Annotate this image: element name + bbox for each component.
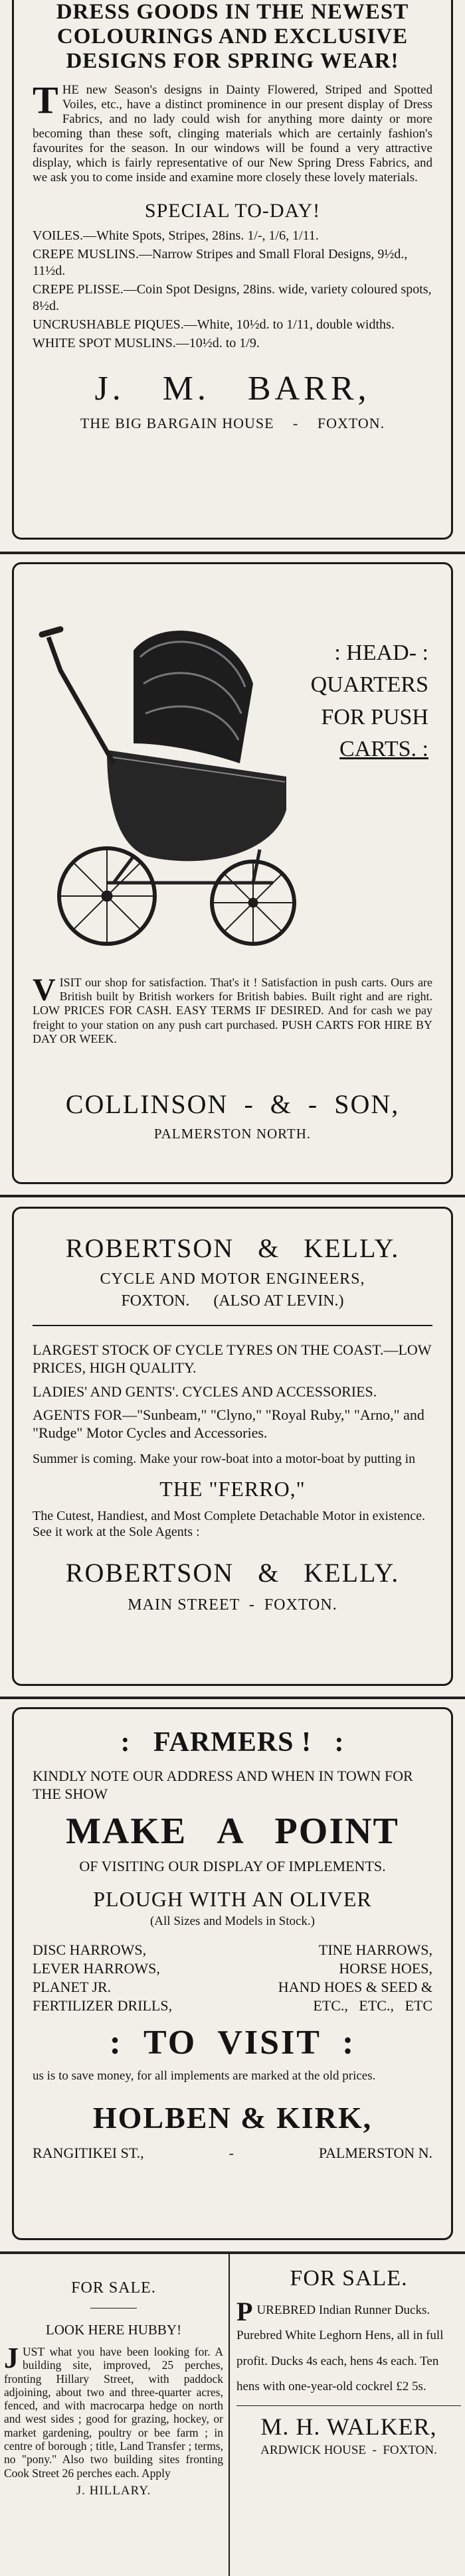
implement-table bbox=[33, 1941, 432, 2016]
headline-line: COLOURINGS AND EXCLUSIVE bbox=[56, 24, 409, 48]
dash: - bbox=[229, 2145, 234, 2162]
advert-collinson bbox=[12, 562, 453, 1184]
rk-branch: (ALSO AT LEVIN.) bbox=[213, 1292, 344, 1310]
implement-left: PLANET JR. bbox=[33, 1978, 112, 1995]
column-rule bbox=[229, 2254, 230, 2576]
section-divider bbox=[0, 1195, 465, 1197]
rk-town: FOXTON. bbox=[121, 1292, 190, 1310]
divider-rule bbox=[33, 1325, 432, 1326]
barr-town: FOXTON. bbox=[317, 414, 385, 431]
plough-line: PLOUGH WITH AN OLIVER bbox=[93, 1886, 372, 1911]
plough-sub: (All Sizes and Models in Stock.) bbox=[149, 1914, 316, 1928]
divider-rule bbox=[236, 2405, 461, 2406]
pushcart-body bbox=[33, 972, 432, 1046]
dash: - bbox=[293, 414, 299, 431]
barr-firm-sub bbox=[33, 415, 432, 432]
farmers-note: KINDLY NOTE OUR ADDRESS AND WHEN IN TOWN FOR THE SHOW bbox=[33, 1768, 413, 1802]
pushcart-heading bbox=[302, 637, 428, 765]
make-a-point: MAKE A POINT bbox=[66, 1810, 399, 1852]
rk-locations bbox=[33, 1292, 432, 1310]
collinson-town: PALMERSTON NORTH. bbox=[153, 1126, 312, 1142]
heading-line: : HEAD- : bbox=[334, 641, 428, 665]
hillary-heading: FOR SALE. bbox=[71, 2279, 156, 2297]
barr-item: UNCRUSHABLE PIQUES.—White, 10½d. to 1/11, double widths. bbox=[33, 317, 395, 333]
implement-row bbox=[33, 1978, 432, 1997]
advert-walker bbox=[236, 2262, 461, 2574]
hillary-body bbox=[4, 2342, 223, 2480]
special-heading: SPECIAL TO-DAY! bbox=[144, 200, 321, 222]
pushcart-text: ISIT our shop for satisfaction. That's it ! Satisfaction in push carts. Ours are British built by British workers for British babies. Built right and are right. LOW PRICES FOR CASH. EASY TERMS IF DESIRED. And for cash we pay freight to your station on any push cart purchased. PUSH CARTS FOR HIRE BY DAY OR WEEK. bbox=[33, 976, 432, 1045]
pram-illustration bbox=[34, 591, 313, 962]
drop-cap: J bbox=[4, 2342, 19, 2374]
implement-right: HORSE HOES, bbox=[339, 1959, 432, 1977]
barr-intro bbox=[33, 78, 432, 185]
implement-right: TINE HARROWS, bbox=[318, 1941, 432, 1958]
section-divider bbox=[0, 1697, 465, 1699]
rk-firm-bottom: ROBERTSON & KELLY. bbox=[65, 1558, 400, 1588]
collinson-firm: COLLINSON - & - SON, bbox=[65, 1089, 400, 1119]
rk-lines bbox=[33, 1341, 432, 1468]
hk-street: RANGITIKEI ST., bbox=[33, 2145, 144, 2162]
hk-address bbox=[33, 2145, 432, 2162]
implement-row bbox=[33, 1959, 432, 1978]
headline-line: DESIGNS FOR SPRING WEAR! bbox=[66, 48, 399, 73]
farmers-title: : FARMERS ! : bbox=[120, 1727, 345, 1758]
drop-cap: T bbox=[33, 78, 58, 121]
rk-line: AGENTS FOR—"Sunbeam," "Clyno," "Royal Ruby," "Arno," and "Rudge" Motor Cycles and Accessories. bbox=[33, 1406, 424, 1442]
implement-left: DISC HARROWS, bbox=[33, 1941, 147, 1958]
divider-rule bbox=[90, 2308, 137, 2309]
barr-house: THE BIG BARGAIN HOUSE bbox=[80, 414, 274, 431]
to-visit: : TO VISIT : bbox=[109, 2024, 356, 2062]
rk-firm-top: ROBERTSON & KELLY. bbox=[65, 1233, 400, 1263]
advert-barr bbox=[12, 0, 453, 540]
implement-right: ETC., ETC., ETC bbox=[313, 1997, 432, 2014]
barr-item-list bbox=[33, 228, 432, 352]
barr-firm-name: J. M. BARR, bbox=[94, 369, 371, 408]
save-money: us is to save money, for all implements are marked at the old prices. bbox=[33, 2069, 376, 2084]
heading-line: QUARTERS bbox=[310, 672, 428, 698]
implement-row bbox=[33, 1941, 432, 1959]
intro-text: HE new Season's designs in Dainty Flowered, Striped and Spotted Voiles, etc., have a distinct prominence in our present display of Dress Fabrics, and no lady could wish for anything more dainty or more becoming than these soft, clinging materials which are certainly fashion's favourites for the season. In our windows will be found a very attractive display, which is fairly representative of our New Spring Dress Fabrics, and we ask you to come inside and examine more closely these lovely materials. bbox=[33, 82, 432, 185]
hillary-sign: J. HILLARY. bbox=[76, 2483, 151, 2498]
barr-item: CREPE MUSLINS.—Narrow Stripes and Small Floral Designs, 9½d., 11½d. bbox=[33, 247, 408, 278]
hillary-look: LOOK HERE HUBBY! bbox=[45, 2322, 182, 2338]
rk-line: LARGEST STOCK OF CYCLE TYRES ON THE COAST.—LOW PRICES, HIGH QUALITY. bbox=[33, 1341, 432, 1377]
walker-body bbox=[236, 2298, 461, 2400]
pram-wheel bbox=[212, 862, 294, 944]
barr-item: WHITE SPOT MUSLINS.—10½d. to 1/9. bbox=[33, 336, 260, 351]
walker-address: ARDWICK HOUSE - FOXTON. bbox=[260, 2443, 437, 2457]
implement-left: FERTILIZER DRILLS, bbox=[33, 1997, 173, 2014]
pram-wheel bbox=[59, 848, 155, 944]
rk-sub: CYCLE AND MOTOR ENGINEERS, bbox=[100, 1270, 365, 1288]
hk-town: PALMERSTON N. bbox=[318, 2145, 432, 2162]
advert-robertson-kelly bbox=[12, 1207, 453, 1686]
implement-right: HAND HOES & SEED & bbox=[278, 1978, 432, 1995]
walker-text: UREBRED Indian Runner Ducks. Purebred White Leghorn Hens, all in full profit. Ducks 4s each, hens 4s each. Ten hens with one-year-old cockrel £2 5s. bbox=[236, 2303, 444, 2394]
hk-firm: HOLBEN & KIRK, bbox=[92, 2101, 373, 2135]
section-divider bbox=[0, 552, 465, 554]
heading-line: CARTS. : bbox=[339, 736, 428, 761]
rk-line: LADIES' AND GENTS'. CYCLES AND ACCESSORIES. bbox=[33, 1383, 377, 1400]
implement-row bbox=[33, 1997, 432, 2015]
barr-item: VOILES.—White Spots, Stripes, 28ins. 1/-, 1/6, 1/11. bbox=[33, 228, 319, 244]
advert-hillary bbox=[4, 2262, 223, 2574]
hillary-text: UST what you have been looking for. A building site, improved, 25 perches, fronting Hillary Street, with paddock adjoining, about two and three-quarter acres, fenced, and with macrocarpa hedge on north and west sides ; good for grazing, hockey, or market gardening, poultry or bee farm ; in centre of borough ; title, Land Transfer ; terms, no "pony." Also two building sites fronting Cook Street 26 perches each. Apply bbox=[4, 2345, 223, 2480]
heading-line: FOR PUSH bbox=[321, 704, 428, 729]
barr-headline bbox=[33, 0, 432, 74]
implement-left: LEVER HARROWS, bbox=[33, 1959, 160, 1977]
barr-item: CREPE PLISSE.—Coin Spot Designs, 28ins. wide, variety coloured spots, 8½d. bbox=[33, 282, 432, 313]
rk-ferro: THE "FERRO," bbox=[159, 1477, 306, 1501]
rk-ferro-desc: The Cutest, Handiest, and Most Complete Detachable Motor in existence. See it work at the Sole Agents : bbox=[33, 1509, 425, 1540]
walker-firm: M. H. WALKER, bbox=[260, 2413, 437, 2440]
headline-line: DRESS GOODS IN THE NEWEST bbox=[56, 0, 409, 24]
drop-cap: P bbox=[236, 2297, 253, 2326]
section-divider bbox=[0, 2251, 465, 2254]
rk-summer: Summer is coming. Make your row-boat into a motor-boat by putting in bbox=[33, 1452, 416, 1467]
advert-holben-kirk bbox=[12, 1707, 453, 2240]
rk-address: MAIN STREET - FOXTON. bbox=[128, 1596, 337, 1614]
drop-cap: V bbox=[33, 972, 56, 1008]
walker-heading: FOR SALE. bbox=[290, 2266, 408, 2291]
visit-display: OF VISITING OUR DISPLAY OF IMPLEMENTS. bbox=[79, 1857, 386, 1874]
